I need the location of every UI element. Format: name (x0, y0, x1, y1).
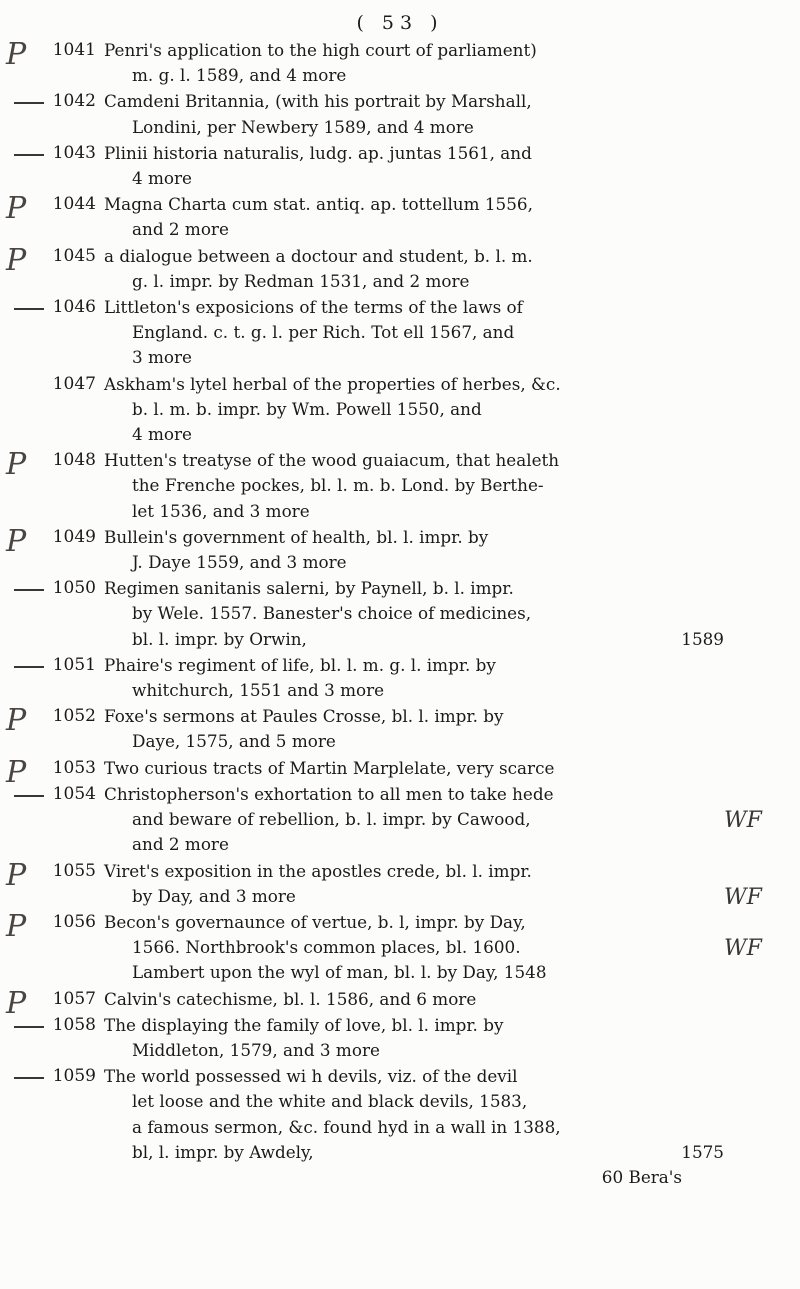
pencil-dash-mark (14, 795, 44, 797)
entry-year: 1575 (681, 1141, 724, 1162)
entry-line: Lambert upon the wyl of man, bl. l. by Day, 1548 (132, 962, 547, 983)
entry-line: The displaying the family of love, bl. l. impr. by (104, 1014, 504, 1035)
lot-number: 1052 (52, 706, 96, 727)
entry-line: 3 more (132, 347, 192, 368)
catalogue-entry (0, 754, 800, 790)
lot-number: 1051 (52, 654, 96, 675)
entry-line: Penri's application to the high court of parliament) (104, 40, 537, 60)
entry-description (104, 782, 724, 858)
pencil-dash-mark (14, 102, 44, 104)
lot-number: 1049 (52, 526, 96, 547)
entry-line: The world possessed wi h devils, viz. of the devil (104, 1066, 518, 1087)
entry-description (104, 89, 724, 139)
pencil-p-mark: P (6, 908, 27, 944)
entry-description (104, 1013, 724, 1063)
entry-line: m. g. l. 1589, and 4 more (132, 65, 347, 86)
catalogue-entry (0, 576, 800, 652)
entry-line: 1566. Northbrook's common places, bl. 1600. (132, 937, 521, 958)
catalogue-entry (0, 244, 800, 294)
page-number-header: ( 53 ) (356, 12, 444, 34)
catalogue-entry (0, 782, 800, 858)
entry-line: let loose and the white and black devils, 1583, (132, 1091, 528, 1112)
lot-number: 1056 (52, 911, 96, 932)
entry-description (104, 192, 724, 242)
entry-line: Two curious tracts of Martin Marplelate, very scarce (104, 757, 555, 778)
entry-line: Hutten's treatyse of the wood guaiacum, that healeth (104, 450, 560, 471)
entry-description (104, 987, 724, 1012)
catalogue-entry (0, 38, 800, 88)
entry-line: Foxe's sermons at Paules Crosse, bl. l. impr. by (104, 706, 504, 727)
entry-description (104, 653, 724, 703)
catalogue-entry (0, 89, 800, 139)
entry-description (104, 448, 724, 524)
lot-number: 1042 (52, 91, 96, 112)
margin-annotation: WF (724, 807, 762, 833)
entry-line: Calvin's catechisme, bl. l. 1586, and 6 more (104, 988, 477, 1009)
pencil-p-mark: P (6, 242, 27, 278)
lot-number: 1043 (52, 142, 96, 163)
entry-line: Londini, per Newbery 1589, and 4 more (132, 116, 474, 137)
entry-year: 1589 (681, 628, 724, 649)
lot-number: 1054 (52, 783, 96, 804)
entry-line: 1589 bl. l. impr. by Orwin, (104, 627, 724, 652)
entry-line: Viret's exposition in the apostles crede, bl. l. impr. (104, 860, 532, 881)
pencil-p-mark: P (6, 447, 27, 483)
entry-line: Becon's governaunce of vertue, b. l, impr. by Day, (104, 911, 526, 932)
pencil-dash-mark (14, 308, 44, 310)
entry-line: and 2 more (132, 834, 229, 855)
catchword: 60 Bera's (601, 1166, 682, 1187)
pencil-p-mark: P (6, 703, 27, 739)
entry-line: by Wele. 1557. Banester's choice of medicines, (132, 603, 532, 624)
entry-description (104, 38, 724, 88)
entry-line: Plinii historia naturalis, ludg. ap. juntas 1561, and (104, 142, 532, 163)
lot-number: 1053 (52, 757, 96, 778)
entry-line: Middleton, 1579, and 3 more (132, 1039, 380, 1060)
lot-number: 1045 (52, 245, 96, 266)
lot-number: 1057 (52, 988, 96, 1009)
entry-description (104, 859, 724, 909)
pencil-dash-mark (14, 666, 44, 668)
entry-description (104, 525, 724, 575)
entry-line: by Day, and 3 more (132, 885, 296, 906)
entry-line: Phaire's regiment of life, bl. l. m. g. l. impr. by (104, 654, 496, 675)
pencil-p-mark: P (6, 754, 27, 790)
catalogue-entry (0, 192, 800, 242)
lot-number: 1059 (52, 1066, 96, 1087)
entry-line: whitchurch, 1551 and 3 more (132, 680, 385, 701)
entry-line: 4 more (132, 424, 192, 445)
pencil-dash-mark (14, 1077, 44, 1079)
pencil-p-mark: P (6, 191, 27, 227)
entry-line: the Frenche pockes, bl. l. m. b. Lond. by Berthe- (132, 475, 544, 496)
entry-line: Christopherson's exhortation to all men to take hede (104, 783, 554, 804)
entry-list (0, 37, 800, 1187)
entry-line: a dialogue between a doctour and student, b. l. m. (104, 245, 533, 266)
entry-line: Regimen sanitanis salerni, by Paynell, b. l. impr. (104, 578, 514, 599)
entry-description (104, 141, 724, 191)
lot-number: 1050 (52, 578, 96, 599)
catalogue-entry (0, 910, 800, 986)
entry-description (104, 704, 724, 754)
entry-line: and beware of rebellion, b. l. impr. by Cawood, (132, 809, 531, 830)
entry-line: England. c. t. g. l. per Rich. Tot ell 1567, and (132, 322, 515, 343)
entry-line: g. l. impr. by Redman 1531, and 2 more (132, 270, 470, 291)
entry-description (104, 1064, 724, 1165)
entry-line: 1575 bl, l. impr. by Awdely, (104, 1140, 724, 1165)
entry-description (104, 244, 724, 294)
entry-description (104, 910, 724, 986)
lot-number: 1047 (52, 373, 96, 394)
entry-line: Askham's lytel herbal of the properties of herbes, &c. (104, 373, 561, 394)
lot-number: 1044 (52, 194, 96, 215)
lot-number: 1055 (52, 860, 96, 881)
catalogue-entry (0, 1064, 800, 1187)
pencil-p-mark: P (6, 857, 27, 893)
pencil-dash-mark (14, 154, 44, 156)
entry-description (104, 372, 724, 448)
lot-number: 1048 (52, 450, 96, 471)
entry-line: Daye, 1575, and 5 more (132, 731, 336, 752)
lot-number: 1041 (52, 40, 96, 60)
entry-line: Magna Charta cum stat. antiq. ap. tottellum 1556, (104, 194, 533, 215)
catalogue-entry (0, 985, 800, 1021)
pencil-dash-mark (14, 1026, 44, 1028)
entry-line: and 2 more (132, 219, 229, 240)
catalogue-entry (0, 141, 800, 191)
entry-description (104, 756, 724, 781)
entry-line: let 1536, and 3 more (132, 500, 310, 521)
entry-description (104, 295, 724, 371)
catalogue-entry (0, 372, 800, 448)
entry-description (104, 576, 724, 652)
catalogue-entry (0, 704, 800, 754)
entry-line: J. Daye 1559, and 3 more (132, 552, 347, 573)
pencil-dash-mark (14, 589, 44, 591)
pencil-p-mark: P (6, 37, 27, 72)
catalogue-entry (0, 448, 800, 524)
margin-annotation: WF (724, 884, 762, 910)
catalogue-entry (0, 1013, 800, 1063)
entry-line: Littleton's exposicions of the terms of the laws of (104, 297, 523, 318)
pencil-p-mark: P (6, 523, 27, 559)
pencil-p-mark: P (6, 985, 27, 1021)
lot-number: 1046 (52, 297, 96, 318)
entry-line: b. l. m. b. impr. by Wm. Powell 1550, and (132, 398, 482, 419)
entry-line: Bullein's government of health, bl. l. impr. by (104, 526, 489, 547)
lot-number: 1058 (52, 1014, 96, 1035)
catalogue-entry (0, 525, 800, 575)
catalogue-entry (0, 653, 800, 703)
entry-line: 4 more (132, 168, 192, 189)
catalogue-entry (0, 295, 800, 371)
catalogue-entry (0, 859, 800, 909)
entry-line: a famous sermon, &c. found hyd in a wall in 1388, (132, 1116, 561, 1137)
margin-annotation: WF (724, 935, 762, 961)
entry-line: Camdeni Britannia, (with his portrait by Marshall, (104, 91, 532, 112)
